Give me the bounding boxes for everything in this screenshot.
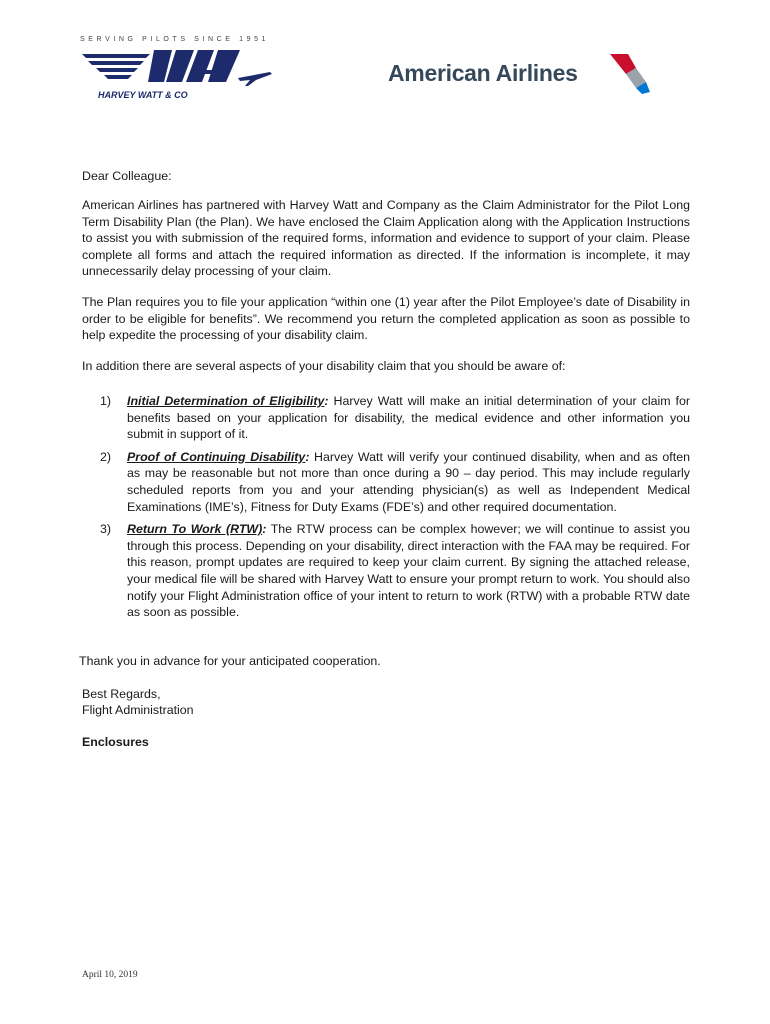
list-term: Initial Determination of Eligibility — [127, 394, 325, 408]
salutation: Dear Colleague: — [82, 169, 172, 183]
list-term: Return To Work (RTW) — [127, 522, 263, 537]
list-term-colon: : — [324, 394, 329, 408]
thanks-line: Thank you in advance for your anticipated cooperation. — [79, 654, 381, 668]
list-text: The RTW process can be complex however; we will continue to assist you through this process. Depending on your disability, direct interaction with the FAA may be required. For this reason, prompt updates are required to keep your claim current. By signing the attached release, your medical file will be shared with Harvey Watt to ensure your prompt return to work. You should also notify your Flight Administration office of your intent to return to work (RTW) with a probable RTW date as soon as possible. — [127, 522, 690, 620]
list-item — [100, 449, 690, 515]
footer-date: April 10, 2019 — [82, 970, 138, 980]
list-number: 1) — [100, 394, 112, 408]
hw-wings-icon — [80, 48, 275, 90]
list-text: Harvey Watt will make an initial determination of your claim for benefits based on your application for disability, the medical evidence and other information you submit in support of it. — [127, 394, 690, 442]
list-item — [100, 521, 690, 621]
list-term: Proof of Continuing Disability — [127, 449, 306, 464]
paragraph-aspects: In addition there are several aspects of your disability claim that you should be aware of: — [82, 359, 566, 373]
paragraph-intro: American Airlines has partnered with Harvey Watt and Company as the Claim Administrator for the Pilot Long Term Disability Plan (the Plan). We have enclosed the Claim Application along with the Application Instructions to assist you with submission of the required forms, information and evidence to support of your claim. Please complete all forms and attach the required information as directed. If the information is incomplete, it may unnecessarily delay processing of your claim. — [82, 198, 690, 279]
closing: Best Regards, — [82, 687, 161, 701]
list-term-colon: : — [262, 522, 267, 537]
list-number: 2) — [100, 449, 112, 464]
aa-wordmark: American Airlines — [388, 60, 578, 86]
aa-flight-symbol-icon — [606, 52, 652, 96]
enclosures-label: Enclosures — [82, 735, 149, 749]
harvey-watt-logo — [80, 36, 280, 106]
hw-company-name: HARVEY WATT & CO — [98, 90, 188, 100]
aspects-list — [100, 393, 690, 627]
signature: Flight Administration — [82, 703, 194, 717]
list-item — [100, 393, 690, 443]
list-term-colon: : — [305, 449, 310, 464]
hw-tagline: SERVING PILOTS SINCE 1951 — [80, 36, 270, 43]
list-text: Harvey Watt will verify your continued disability, when and as often as may be reasonable but not more than once during a 90 – day period. This may include regularly scheduled reports from you and your attending physician(s) as well as Independent Medical Examinations (IME’s), Fitness for Duty Exams (FDE’s) and other required documentation. — [127, 449, 690, 514]
paragraph-deadline: The Plan requires you to file your application “within one (1) year after the Pilot Employee’s date of Disability in order to be eligible for benefits”. We recommend you return the completed application as soon as possible to help expedite the processing of your disability claim. — [82, 295, 690, 343]
american-airlines-logo — [388, 52, 658, 96]
list-number: 3) — [100, 522, 112, 537]
